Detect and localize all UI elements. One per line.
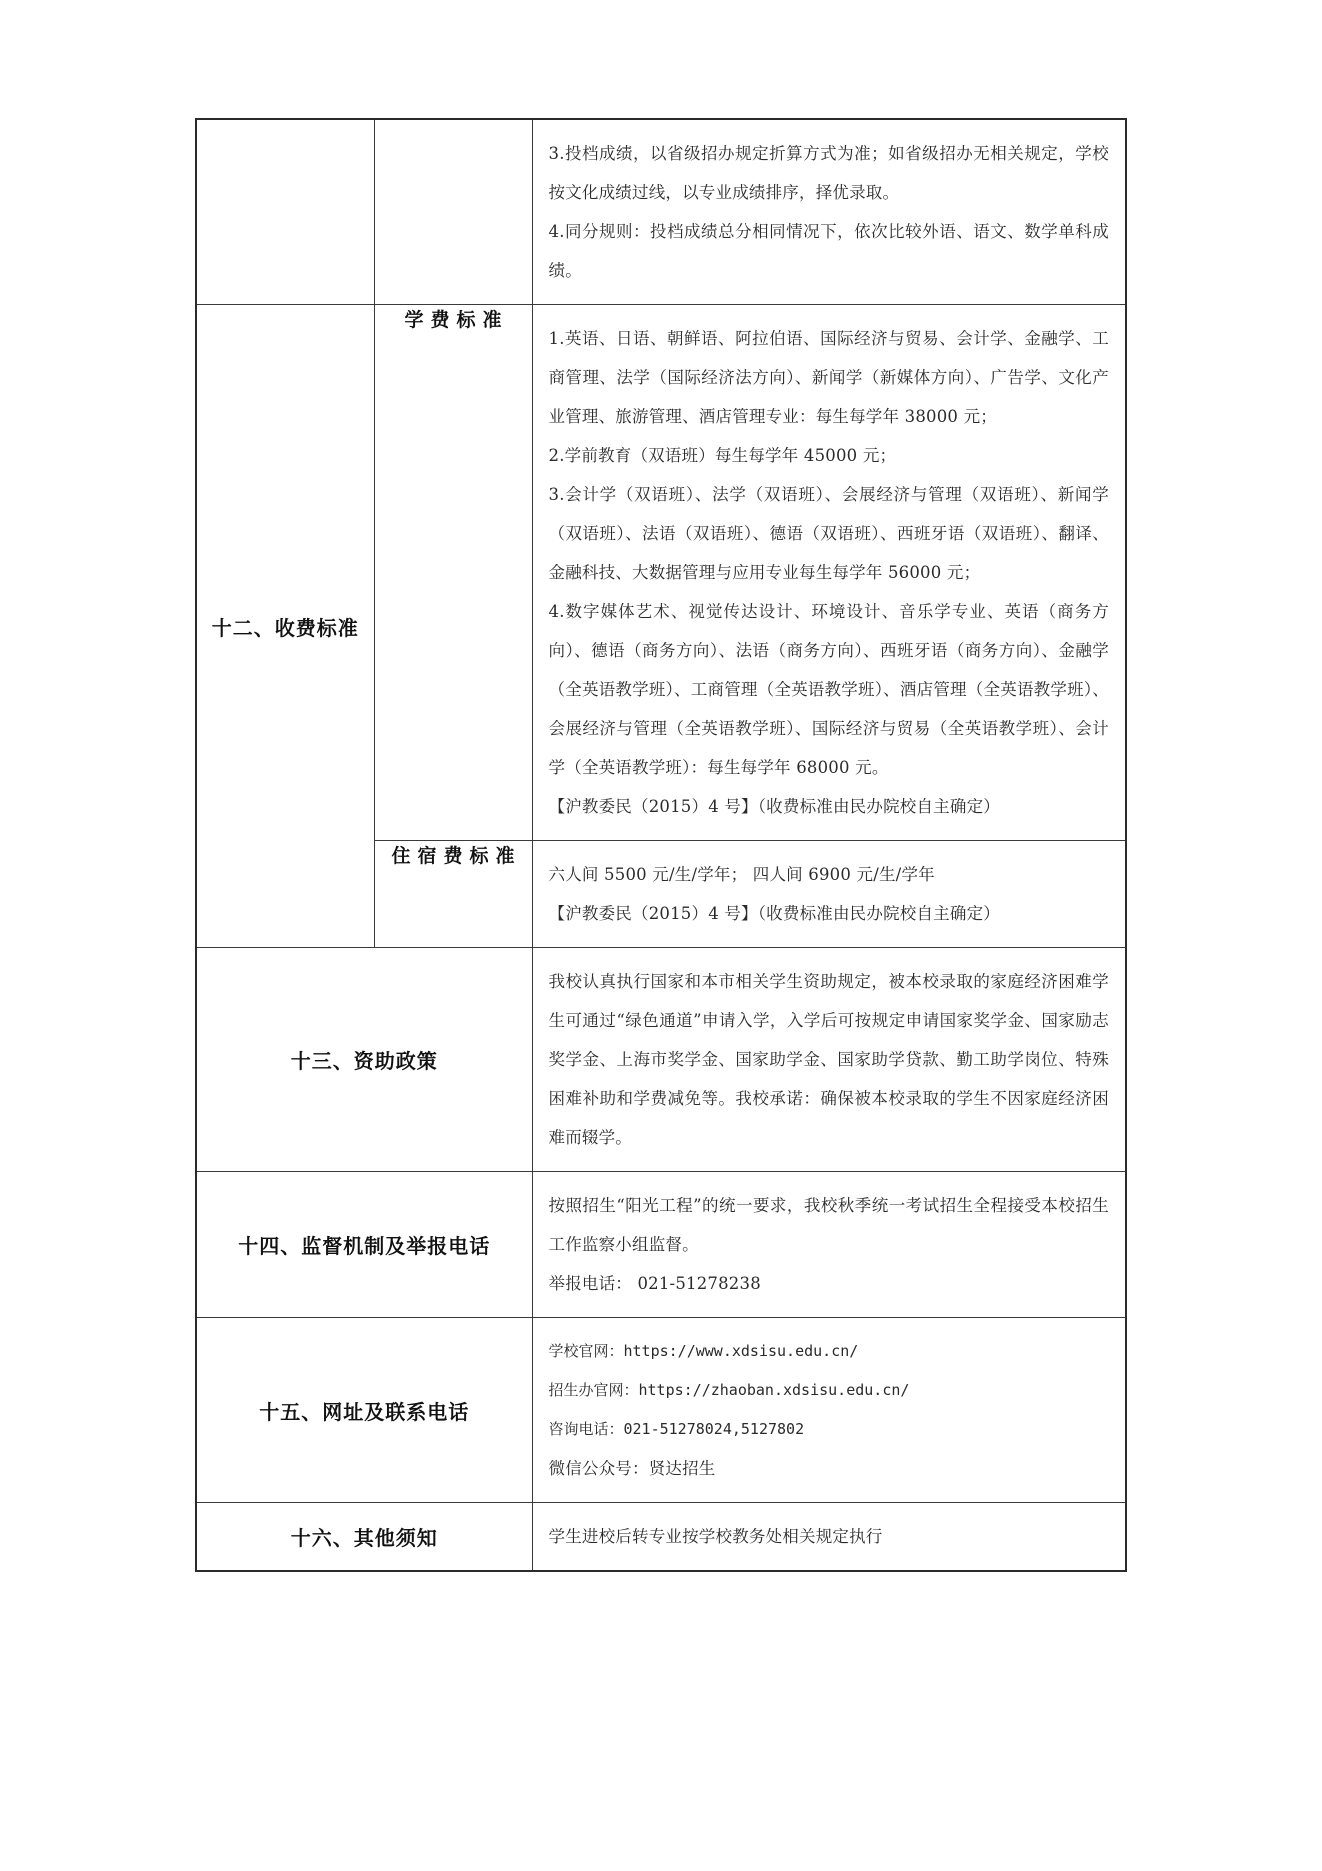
supervision-cell xyxy=(532,1172,1126,1318)
tuition-item-3: 3.会计学（双语班）、法学（双语班）、会展经济与管理（双语班）、新闻学（双语班）、法语（双语班）、德语（双语班）、西班牙语（双语班）、翻译、金融科技、大数据管理与应用专业每生每学年 56000 元； xyxy=(548,485,1109,582)
accommodation-rates: 六人间 5500 元/生/学年； 四人间 6900 元/生/学年 xyxy=(548,865,935,884)
table-row xyxy=(196,305,1126,841)
section-label-supervision: 十四、监督机制及举报电话 xyxy=(196,1172,532,1318)
section-label-financial-aid: 十三、资助政策 xyxy=(196,948,532,1172)
admissions-office-website: 招生办官网：https://zhaoban.xdsisu.edu.cn/ xyxy=(548,1381,910,1399)
sublabel-tuition-standard: 学费标准 xyxy=(374,305,532,841)
section-label-fees: 十二、收费标准 xyxy=(196,305,374,948)
tuition-item-2: 2.学前教育（双语班）每生每学年 45000 元； xyxy=(548,446,897,465)
admission-rules-continued-cell xyxy=(532,119,1126,305)
table-row xyxy=(196,1318,1126,1503)
rule-line-4: 4.同分规则：投档成绩总分相同情况下，依次比较外语、语文、数学单科成绩。 xyxy=(548,222,1109,280)
table-row xyxy=(196,948,1126,1172)
tuition-standard-cell xyxy=(532,305,1126,841)
admissions-regulations-table xyxy=(195,118,1127,1572)
school-website: 学校官网：https://www.xdsisu.edu.cn/ xyxy=(548,1342,859,1360)
wechat-account: 微信公众号：贤达招生 xyxy=(548,1459,716,1478)
supervision-text: 按照招生“阳光工程”的统一要求，我校秋季统一考试招生全程接受本校招生工作监察小组监督。 xyxy=(548,1196,1109,1254)
table-row xyxy=(196,1172,1126,1318)
accommodation-standard-cell xyxy=(532,841,1126,948)
empty-sublabel-cell xyxy=(374,119,532,305)
inquiry-phone: 咨询电话：021-51278024,5127802 xyxy=(548,1420,805,1438)
section-label-other-notes: 十六、其他须知 xyxy=(196,1503,532,1572)
tuition-policy-note: 【沪教委民（2015）4 号】（收费标准由民办院校自主确定） xyxy=(548,797,1000,816)
table-row xyxy=(196,119,1126,305)
rule-line-3: 3.投档成绩，以省级招办规定折算方式为准；如省级招办无相关规定，学校按文化成绩过线，以专业成绩排序，择优录取。 xyxy=(548,144,1109,202)
other-notes-text: 学生进校后转专业按学校教务处相关规定执行 xyxy=(548,1527,883,1546)
financial-aid-text: 我校认真执行国家和本市相关学生资助规定，被本校录取的家庭经济困难学生可通过“绿色通道”申请入学，入学后可按规定申请国家奖学金、国家励志奖学金、上海市奖学金、国家助学金、国家助学贷款、勤工助学岗位、特殊困难补助和学费减免等。我校承诺：确保被本校录取的学生不因家庭经济困难而辍学。 xyxy=(548,972,1109,1147)
tuition-item-4: 4.数字媒体艺术、视觉传达设计、环境设计、音乐学专业、英语（商务方向）、德语（商务方向）、法语（商务方向）、西班牙语（商务方向）、金融学（全英语教学班）、工商管理（全英语教学班）、酒店管理（全英语教学班）、会展经济与管理（全英语教学班）、国际经济与贸易（全英语教学班）、会计学（全英语教学班）：每生每学年 68000 元。 xyxy=(548,602,1109,777)
financial-aid-cell xyxy=(532,948,1126,1172)
sublabel-accommodation-standard: 住宿费标准 xyxy=(374,841,532,948)
empty-label-cell xyxy=(196,119,374,305)
section-label-website-contact: 十五、网址及联系电话 xyxy=(196,1318,532,1503)
report-phone: 举报电话： 021-51278238 xyxy=(548,1274,761,1293)
website-contact-cell xyxy=(532,1318,1126,1503)
tuition-item-1: 1.英语、日语、朝鲜语、阿拉伯语、国际经济与贸易、会计学、金融学、工商管理、法学（国际经济法方向）、新闻学（新媒体方向）、广告学、文化产业管理、旅游管理、酒店管理专业：每生每学年 38000 元； xyxy=(548,329,1109,426)
accommodation-policy-note: 【沪教委民（2015）4 号】（收费标准由民办院校自主确定） xyxy=(548,904,1000,923)
other-notes-cell xyxy=(532,1503,1126,1572)
table-row xyxy=(196,1503,1126,1572)
